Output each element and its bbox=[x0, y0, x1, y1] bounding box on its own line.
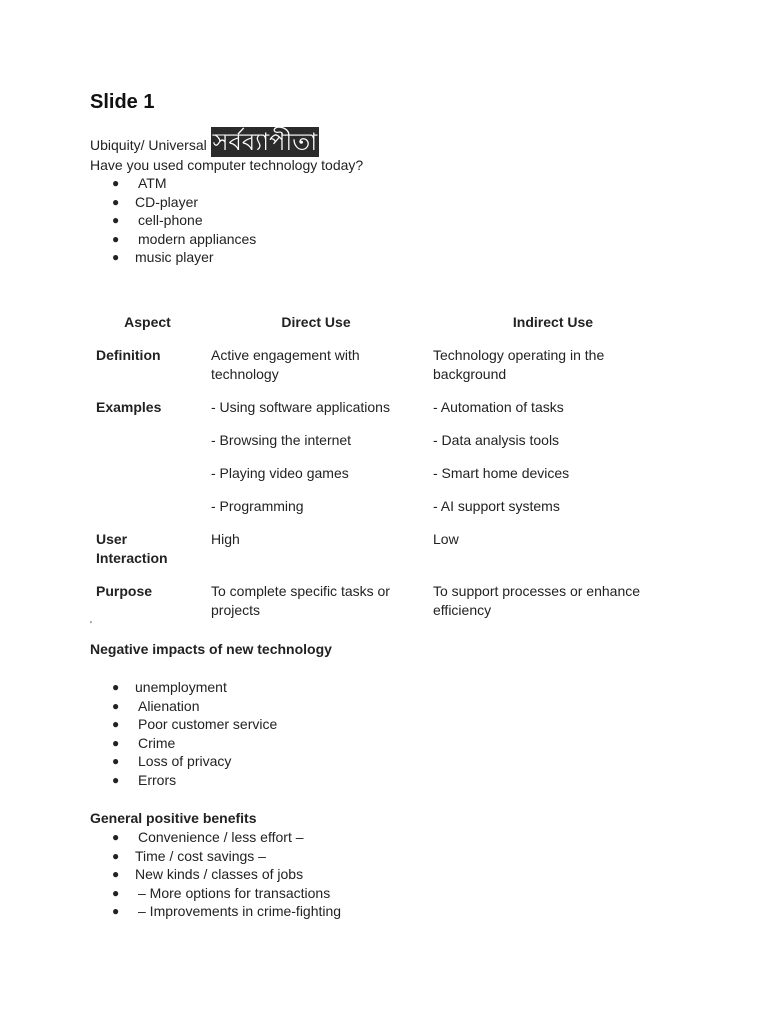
bullet-icon: ● bbox=[112, 698, 120, 713]
table-row bbox=[90, 463, 679, 496]
row-aspect: Purpose bbox=[96, 583, 153, 599]
bullet-icon: ● bbox=[112, 213, 120, 228]
row-direct: To complete specific tasks or projects bbox=[211, 583, 390, 618]
row-indirect: Technology operating in the background bbox=[433, 347, 605, 382]
row-aspect bbox=[90, 463, 205, 496]
header-direct-use: Direct Use bbox=[281, 314, 351, 330]
table-row bbox=[90, 496, 679, 529]
bullet-icon: ● bbox=[112, 848, 120, 863]
row-aspect bbox=[90, 496, 205, 529]
slide-title: Slide 1 bbox=[90, 91, 155, 113]
bullet-icon: ● bbox=[112, 772, 120, 787]
row-aspect: Definition bbox=[96, 347, 161, 363]
row-indirect: - Smart home devices bbox=[433, 465, 570, 481]
table-row bbox=[90, 430, 679, 463]
row-indirect: - AI support systems bbox=[433, 498, 560, 514]
row-direct: - Programming bbox=[211, 498, 304, 514]
question-text: Have you used computer technology today? bbox=[90, 157, 364, 173]
negative-impacts-heading: Negative impacts of new technology bbox=[90, 641, 332, 657]
ubiquity-label: Ubiquity/ Universal bbox=[90, 137, 207, 153]
row-direct: Active engagement with technology bbox=[211, 347, 360, 382]
row-aspect: Examples bbox=[96, 399, 162, 415]
row-aspect: User Interaction bbox=[96, 531, 168, 566]
table-row bbox=[90, 581, 679, 633]
bullet-icon: ● bbox=[112, 176, 120, 190]
document-page: Slide 1 Ubiquity/ Universal সর্বব্যাপীতা Have you used computer technology today? ● ATM ● CD-player ● cell-phone ● modern appliances ● music player Aspect Direct Use Indirect Use Definition Active engagement with technology Technology operating in the background Examples - Using software applications - Automation of tasks - Browsing the internet - Data analysis tools - Playing video games - Smart home devices - Programming - AI support systems User Interaction High Low Purpose To complete specific tasks or projects To support processes or enhance efficiency ' Negative impacts of new technology ● unemployment ● Alienation ● Poor customer service ● Crime ● Loss of privacy ● Errors General positive benefits ● Convenience / less effort – ● Time / cost savings – ● New kinds / classes of jobs ● – More options for transactions ● – Improvements in crime-fighting bbox=[0, 0, 768, 1024]
row-direct: High bbox=[211, 531, 240, 547]
direct-indirect-table bbox=[90, 310, 679, 633]
bullet-icon: ● bbox=[112, 754, 120, 769]
row-indirect: - Data analysis tools bbox=[433, 432, 560, 448]
row-indirect: Low bbox=[433, 531, 459, 547]
bullet-icon: ● bbox=[112, 231, 120, 246]
header-indirect-use: Indirect Use bbox=[512, 314, 594, 330]
table-header-row bbox=[90, 310, 679, 345]
row-aspect bbox=[90, 430, 205, 463]
bullet-icon: ● bbox=[112, 735, 120, 750]
row-indirect: - Automation of tasks bbox=[433, 399, 564, 415]
bengali-highlight: সর্বব্যাপীতা bbox=[212, 128, 318, 156]
row-direct: - Browsing the internet bbox=[211, 432, 352, 448]
row-direct: - Playing video games bbox=[211, 465, 349, 481]
bullet-icon: ● bbox=[112, 885, 120, 900]
row-direct: - Using software applications bbox=[211, 399, 390, 415]
table-row bbox=[90, 345, 679, 397]
bullet-icon: ● bbox=[112, 194, 120, 209]
bullet-icon: ● bbox=[112, 867, 120, 882]
row-indirect: To support processes or enhance efficiency bbox=[433, 583, 641, 618]
table-row bbox=[90, 397, 679, 430]
bullet-icon: ● bbox=[112, 904, 120, 919]
bullet-icon: ● bbox=[112, 250, 120, 265]
bullet-icon: ● bbox=[112, 717, 120, 732]
header-aspect: Aspect bbox=[124, 314, 171, 330]
bullet-icon: ● bbox=[112, 680, 120, 694]
positive-benefits-heading: General positive benefits bbox=[90, 810, 257, 826]
bullet-icon: ● bbox=[112, 830, 120, 844]
table-row bbox=[90, 529, 679, 581]
stray-mark: ' bbox=[90, 620, 92, 631]
